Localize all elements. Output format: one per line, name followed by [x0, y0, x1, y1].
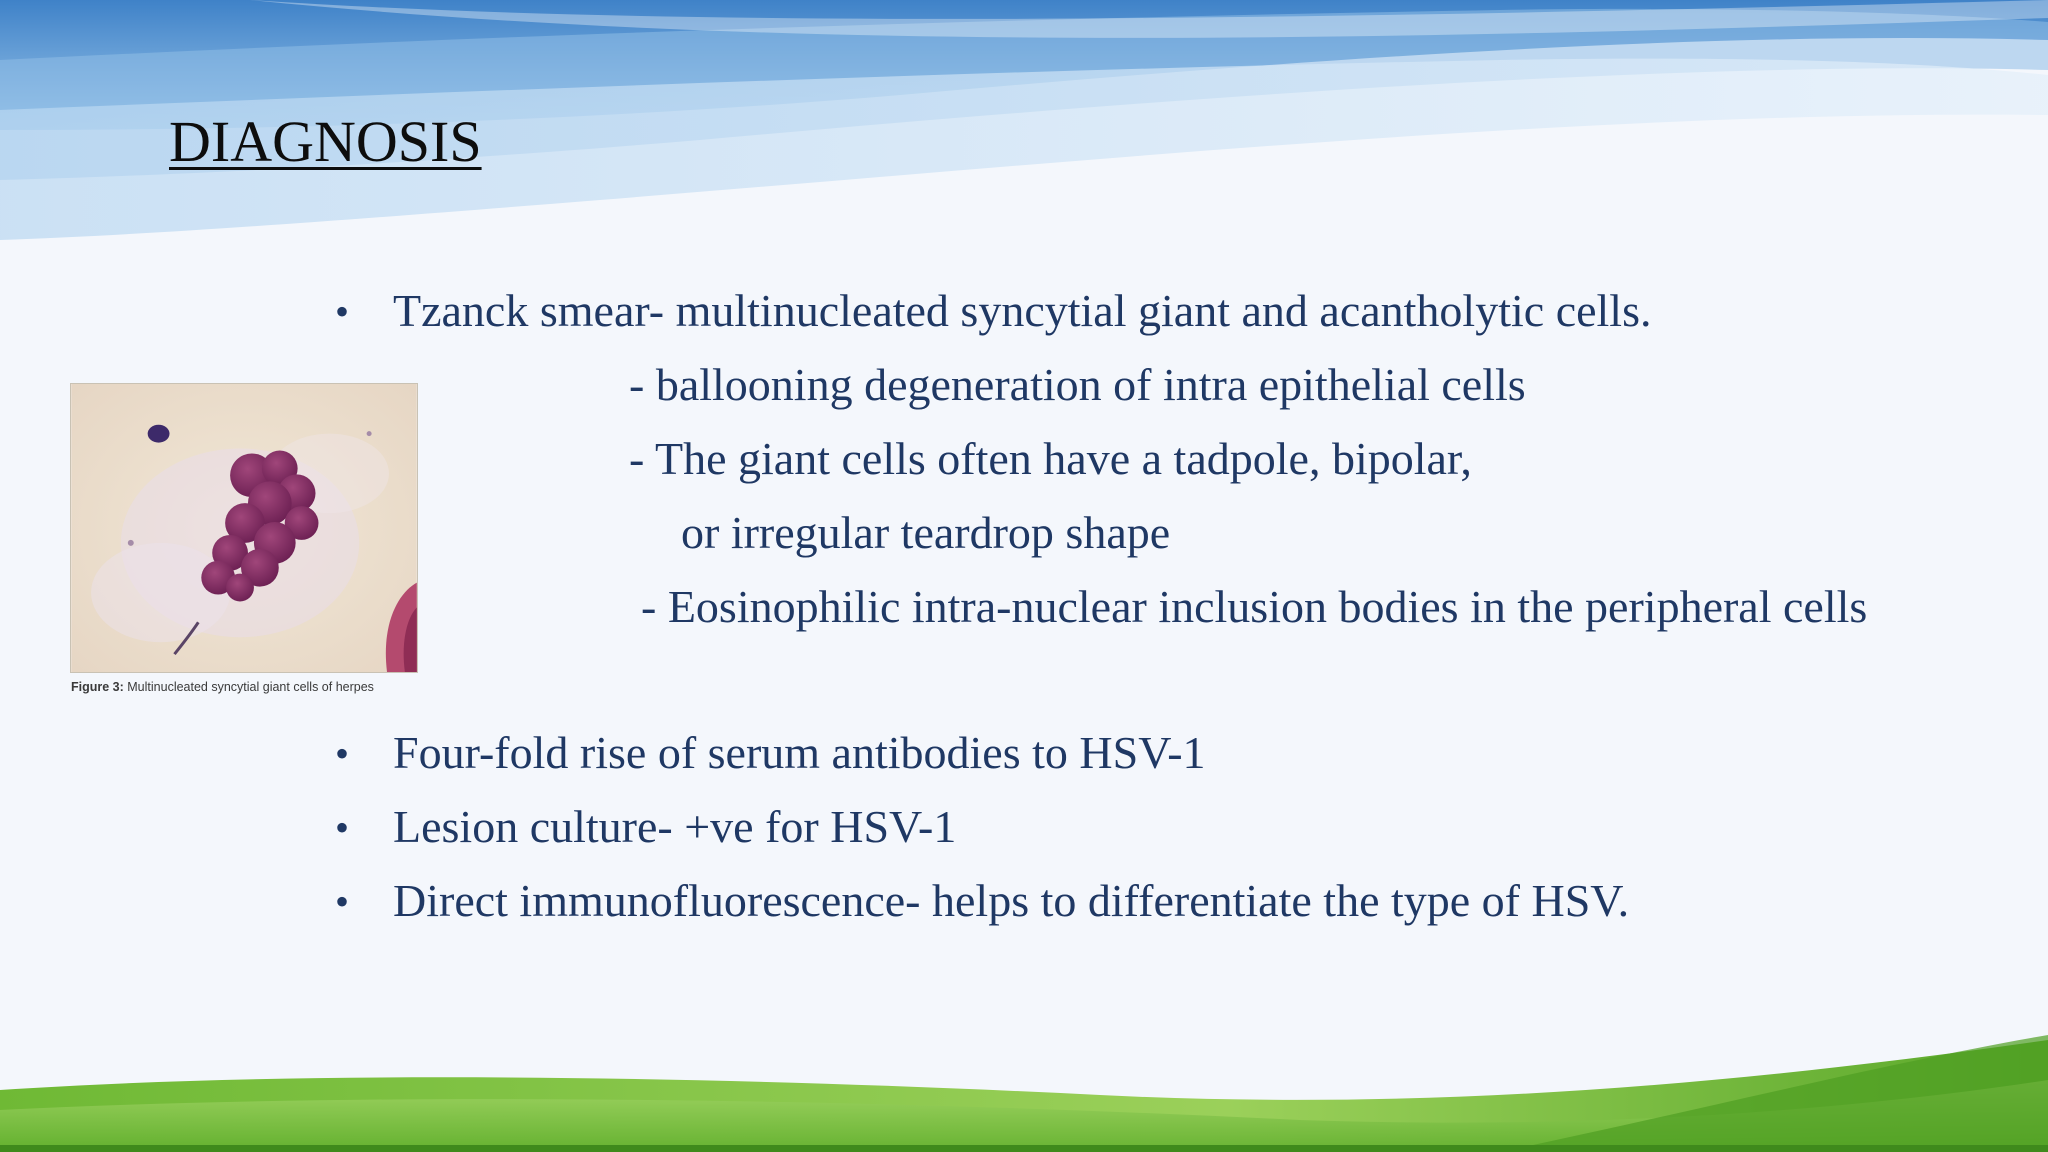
slide-title: DIAGNOSIS — [169, 109, 482, 174]
microscopy-figure — [70, 383, 418, 673]
tzanck-sub-giant-cells-cont: or irregular teardrop shape — [681, 507, 1171, 558]
bullet-marker: • — [335, 289, 350, 334]
figure-caption — [71, 680, 374, 694]
tzanck-sub-giant-cells: - The giant cells often have a tadpole, bipolar, — [629, 433, 1472, 484]
tzanck-sub-eosinophilic: - Eosinophilic intra-nuclear inclusion bodies in the peripheral cells — [641, 581, 1868, 632]
figure-caption-label: Figure 3: — [71, 680, 124, 694]
bullet-serum-antibodies: Four-fold rise of serum antibodies to HSV-1 — [393, 727, 1206, 778]
bullet-marker: • — [335, 879, 350, 924]
bullet-lesion-culture: Lesion culture- +ve for HSV-1 — [393, 801, 957, 852]
bullet-marker: • — [335, 805, 350, 850]
tzanck-smear-text: Tzanck smear- multinucleated syncytial giant and acantholytic cells. — [393, 285, 1652, 336]
bullet-marker: • — [335, 731, 350, 776]
bullet-direct-immunofluorescence: Direct immunofluorescence- helps to differentiate the type of HSV. — [393, 875, 1630, 926]
tzanck-sub-ballooning: - ballooning degeneration of intra epithelial cells — [629, 359, 1526, 410]
microscopy-image — [70, 383, 418, 673]
figure-caption-text: Multinucleated syncytial giant cells of herpes — [123, 680, 374, 694]
